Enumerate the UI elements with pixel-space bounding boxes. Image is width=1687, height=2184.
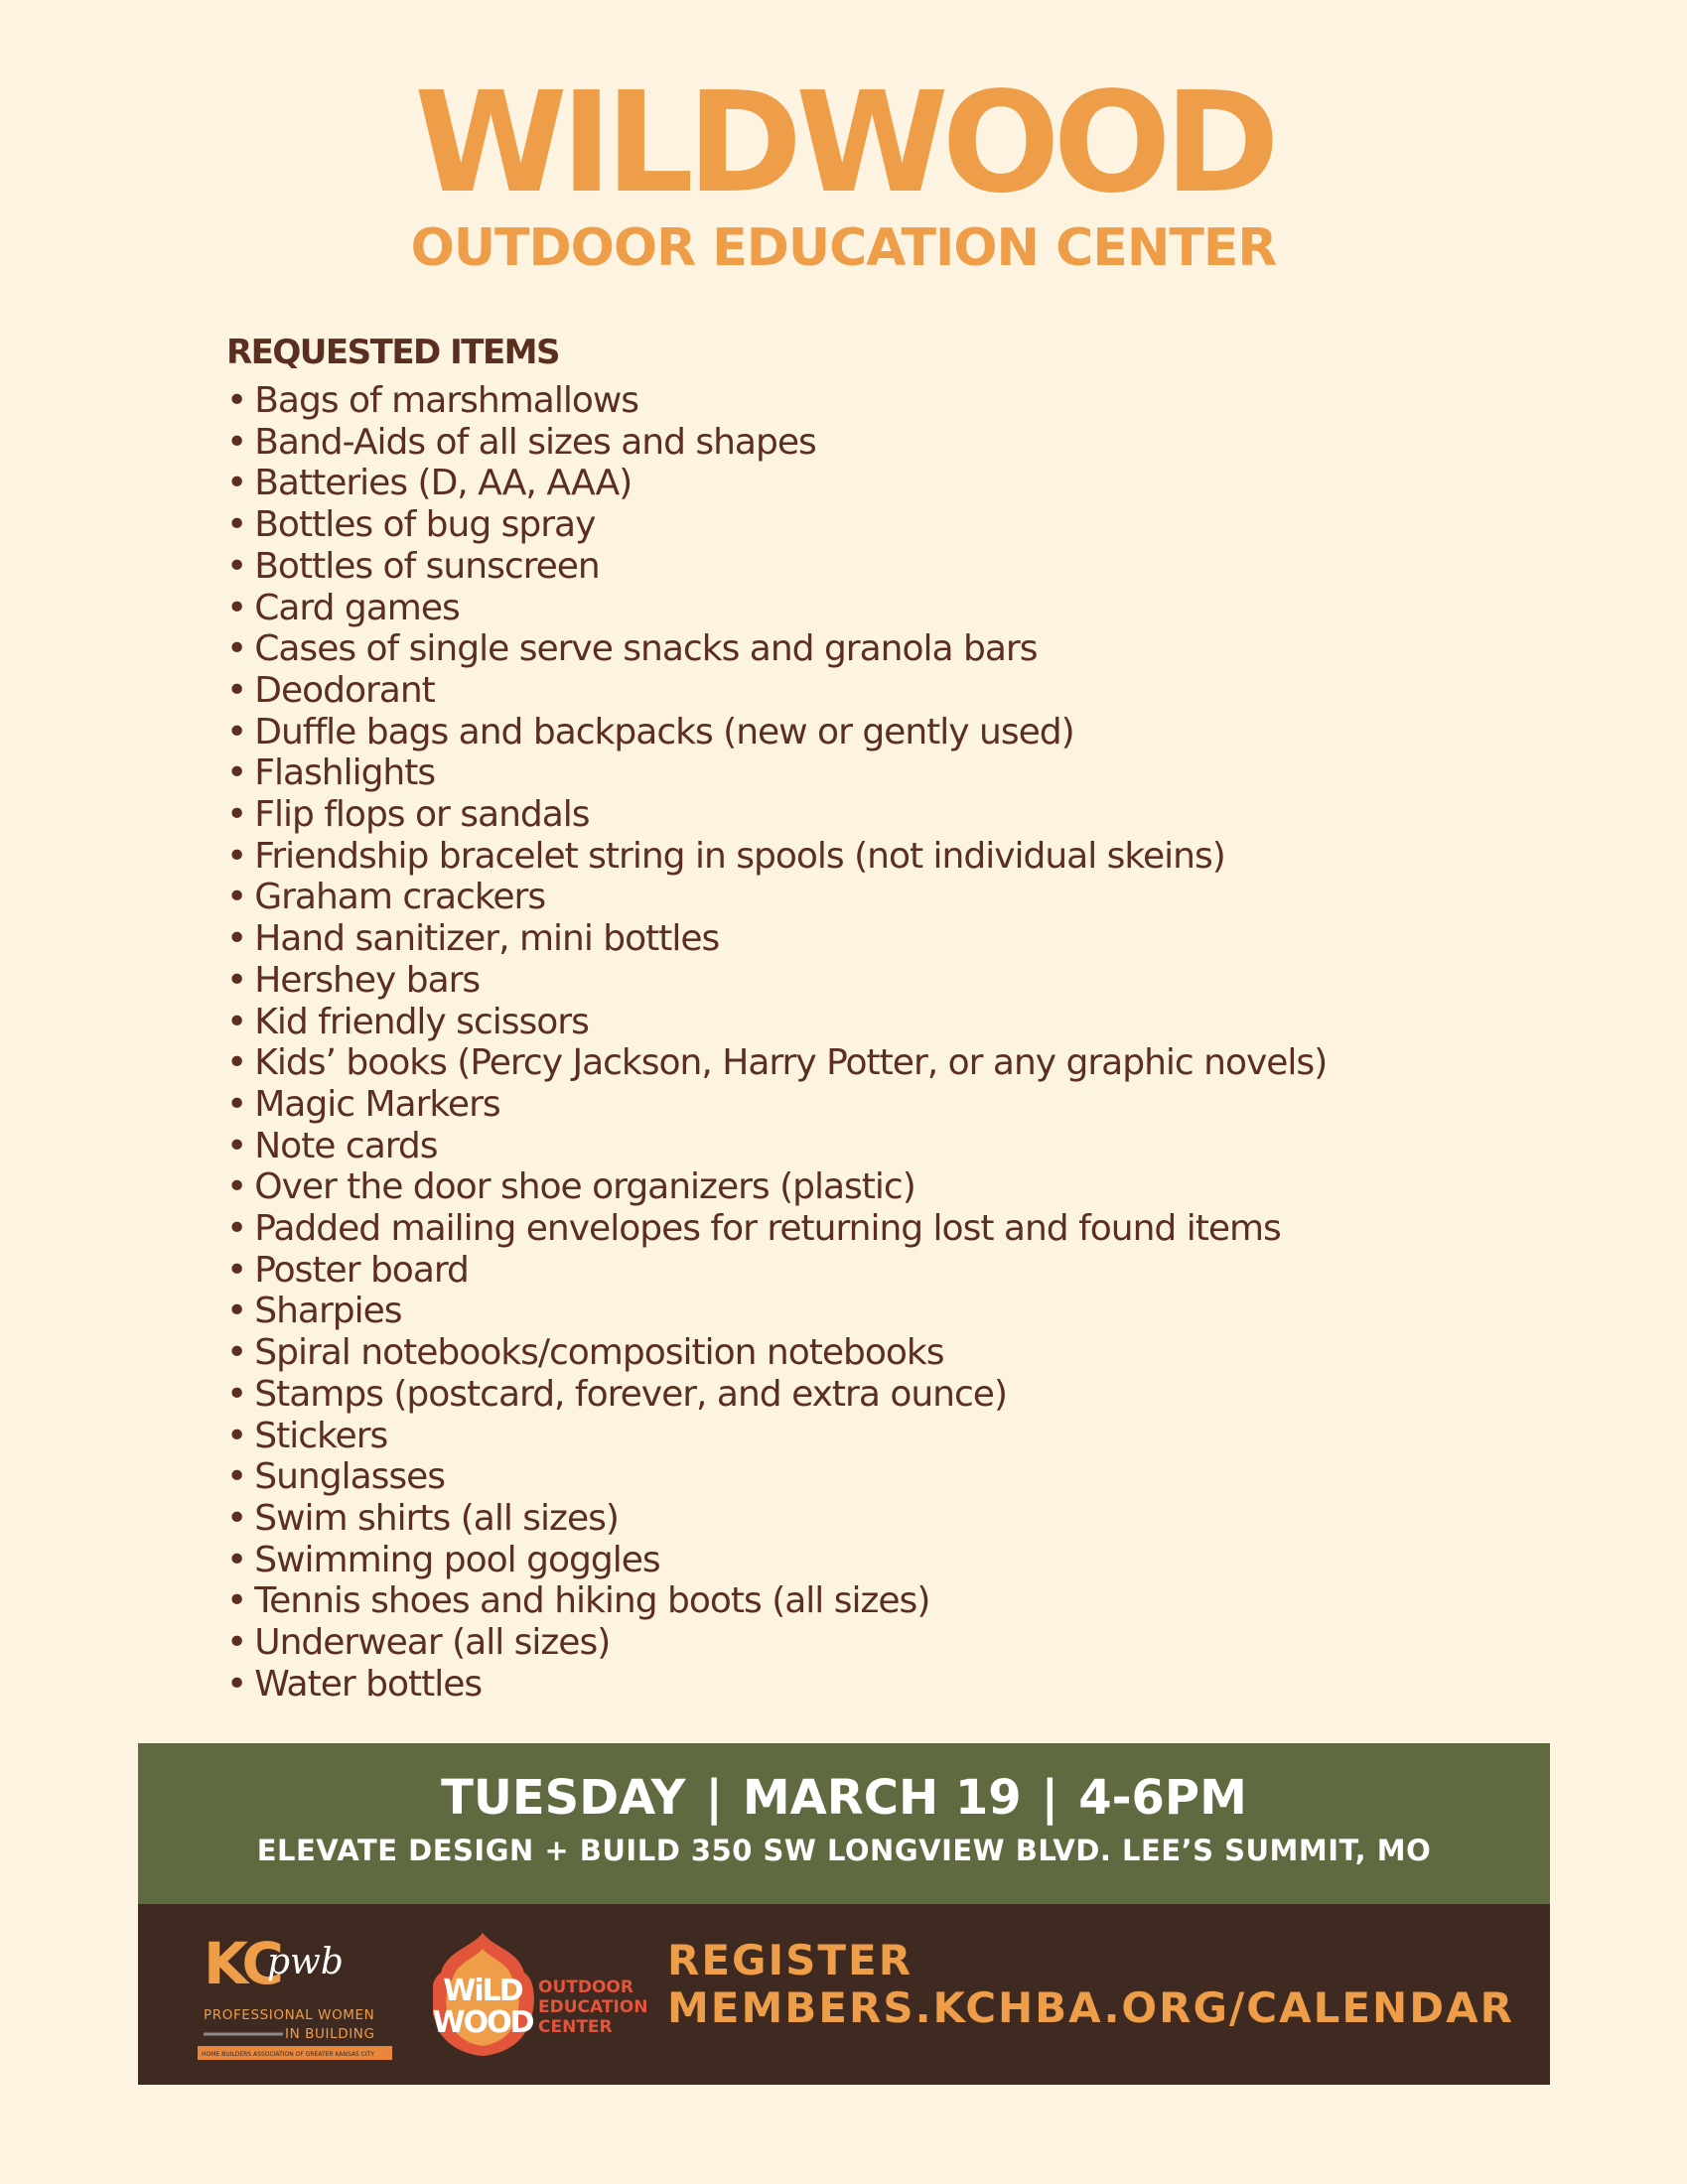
register-banner <box>138 1904 1550 2085</box>
kcpwb-logo <box>198 1926 396 2065</box>
page-title: WILDWOOD <box>414 63 1273 224</box>
list-item: • Padded mailing envelopes for returning lost and found items <box>226 1208 1497 1250</box>
section-heading: REQUESTED ITEMS <box>226 333 559 372</box>
pwb-logo-script: pwb <box>267 1942 344 1982</box>
register-block <box>667 1937 1514 2032</box>
register-url[interactable]: MEMBERS.KCHBA.ORG/CALENDAR <box>667 1983 1514 2032</box>
list-item: • Swimming pool goggles <box>226 1540 1497 1581</box>
event-date: MARCH 19 <box>742 1770 1022 1826</box>
separator: | <box>705 1770 723 1826</box>
list-item: • Over the door shoe organizers (plastic) <box>226 1166 1497 1208</box>
kcpwb-tag-text: HOME BUILDERS ASSOCIATION OF GREATER KANSAS CITY <box>202 2051 374 2058</box>
list-item: • Graham crackers <box>226 877 1497 918</box>
logo-center-text: CENTER <box>538 2017 613 2037</box>
requested-items-list <box>226 380 1497 1706</box>
event-banner <box>138 1743 1550 1904</box>
list-item: • Tennis shoes and hiking boots (all sizes) <box>226 1580 1497 1622</box>
list-item: • Sunglasses <box>226 1456 1497 1498</box>
list-item: • Batteries (D, AA, AAA) <box>226 463 1497 504</box>
list-item: • Stamps (postcard, forever, and extra ounce) <box>226 1374 1497 1416</box>
logo-outdoor-text: OUTDOOR <box>538 1978 633 1997</box>
list-item: • Sharpies <box>226 1291 1497 1332</box>
list-item: • Kids’ books (Percy Jackson, Harry Potter, or any graphic novels) <box>226 1042 1497 1084</box>
logo-wood-text: WOOD <box>433 2005 533 2040</box>
kcpwb-line2: IN BUILDING <box>285 2026 375 2042</box>
event-day: TUESDAY <box>441 1770 686 1826</box>
event-location: ELEVATE DESIGN + BUILD 350 SW LONGVIEW BLVD. LEE’S SUMMIT, MO <box>256 1834 1432 1867</box>
list-item: • Friendship bracelet string in spools (not individual skeins) <box>226 836 1497 878</box>
list-item: • Flashlights <box>226 752 1497 794</box>
register-label: REGISTER <box>667 1936 914 1984</box>
list-item: • Hershey bars <box>226 960 1497 1002</box>
list-item: • Duffle bags and backpacks (new or gently used) <box>226 712 1497 753</box>
separator: | <box>1041 1770 1059 1826</box>
list-item: • Spiral notebooks/composition notebooks <box>226 1332 1497 1374</box>
list-item: • Bags of marshmallows <box>226 380 1497 422</box>
requested-items-section <box>226 331 1497 1706</box>
list-item: • Bottles of sunscreen <box>226 546 1497 588</box>
list-item: • Stickers <box>226 1416 1497 1457</box>
list-item: • Note cards <box>226 1126 1497 1167</box>
list-item: • Hand sanitizer, mini bottles <box>226 918 1497 960</box>
list-item: • Magic Markers <box>226 1084 1497 1126</box>
list-item: • Bottles of bug spray <box>226 504 1497 546</box>
kc-logo-letters: KC <box>204 1930 280 1997</box>
list-item: • Flip flops or sandals <box>226 794 1497 836</box>
event-time: 4-6PM <box>1078 1770 1247 1826</box>
list-item: • Kid friendly scissors <box>226 1002 1497 1043</box>
wildwood-logo <box>433 1929 651 2058</box>
list-item: • Water bottles <box>226 1664 1497 1706</box>
list-item: • Band-Aids of all sizes and shapes <box>226 422 1497 464</box>
list-item: • Card games <box>226 588 1497 629</box>
list-item: • Swim shirts (all sizes) <box>226 1498 1497 1540</box>
list-item: • Underwear (all sizes) <box>226 1622 1497 1664</box>
header <box>0 63 1687 278</box>
logo-wild-text: WiLD <box>443 1974 522 2008</box>
event-datetime <box>138 1770 1550 1826</box>
logo-education-text: EDUCATION <box>538 1997 648 2017</box>
page-subtitle: OUTDOOR EDUCATION CENTER <box>410 218 1277 278</box>
kcpwb-line1: PROFESSIONAL WOMEN <box>204 2007 375 2023</box>
list-item: • Cases of single serve snacks and granola bars <box>226 628 1497 670</box>
list-item: • Deodorant <box>226 670 1497 712</box>
list-item: • Poster board <box>226 1250 1497 1292</box>
